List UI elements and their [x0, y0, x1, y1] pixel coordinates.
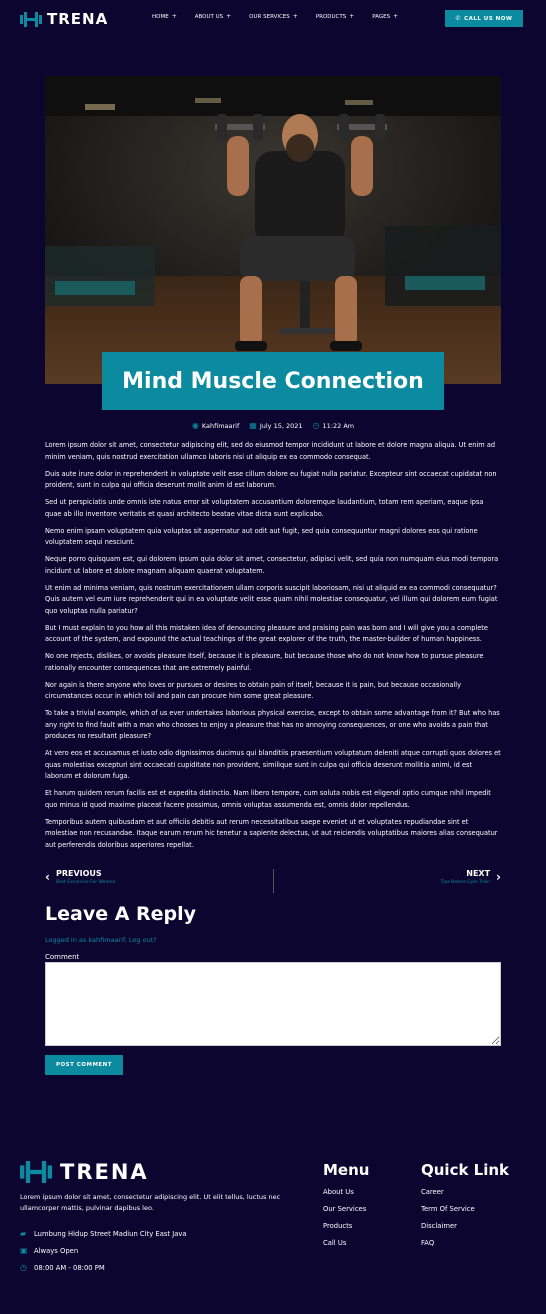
- clock-icon: ◷: [312, 421, 320, 430]
- open-text: Always Open: [34, 1246, 79, 1255]
- footer-link-disclaimer[interactable]: Disclaimer: [421, 1222, 457, 1230]
- previous-label: PREVIOUS: [55, 869, 102, 878]
- next-post-link[interactable]: [441, 869, 501, 885]
- nav-about-label: ABOUT US: [194, 13, 224, 20]
- paragraph: Nor again is there anyone who loves or pursues or desires to obtain pain of itself, because it is pain, but because occasionally circumstances occur in which toil and pain can procure him some great pleasure.: [45, 680, 462, 700]
- plus-icon: +: [226, 13, 232, 20]
- post-title-box: [102, 352, 444, 410]
- post-navigation: [45, 869, 501, 893]
- paragraph: Nemo enim ipsam voluptatem quia voluptas sit aspernatur aut odit aut fugit, sed quia consequuntur magni dolores eos qui ratione voluptatem sequi nesciunt.: [45, 526, 478, 546]
- nav-products[interactable]: [316, 13, 354, 20]
- next-label: NEXT: [466, 869, 491, 878]
- post-author[interactable]: [192, 421, 239, 430]
- paragraph: Lorem ipsum dolor sit amet, consectetur adipiscing elit, sed do eiusmod tempor incididunt ut labore et dolore magna aliqua. Ut enim ad minim veniam, quis nostrud exercitation ullamco laboris nisi ut aliquip ex ea commodo consequat.: [45, 441, 496, 461]
- footer-link-products[interactable]: Products: [323, 1222, 353, 1230]
- footer-link-our-services[interactable]: Our Services: [323, 1205, 367, 1213]
- nav-pages-label: PAGES: [372, 13, 391, 20]
- nav-about-us[interactable]: [195, 13, 231, 20]
- footer-logo[interactable]: [20, 1160, 149, 1184]
- main-nav: [152, 13, 416, 20]
- comment-textarea[interactable]: [45, 962, 501, 1046]
- call-us-button[interactable]: [445, 10, 523, 27]
- dumbbell-logo-icon: [20, 12, 42, 27]
- chevron-left-icon: ‹: [45, 870, 50, 884]
- nav-services-label: OUR SERVICES: [249, 13, 290, 20]
- post-meta: [0, 421, 546, 430]
- post-time: [313, 421, 355, 430]
- footer-open: [20, 1246, 78, 1255]
- address-text: Lumbung Hidup Street Madiun City East Java: [34, 1229, 187, 1238]
- paragraph: Neque porro quisquam est, qui dolorem ipsum quia dolor sit amet, consectetur, adipisci velit, sed quia non numquam eius modi tempora incidunt ut labore et dolore magnam aliquam quaerat voluptatem.: [45, 555, 499, 575]
- footer-quick-title: Quick Link: [421, 1161, 510, 1179]
- paragraph: To take a trivial example, which of us ever undertakes laborious physical exercise, except to obtain some advantage from it? But who has any right to find fault with a man who chooses to enjoy a pleasure that has no annoying consequences, or one who avoids a pain that produces no resultant pleasure?: [45, 709, 500, 740]
- calendar-check-icon: ▣: [20, 1246, 28, 1255]
- nav-pages[interactable]: [372, 13, 398, 20]
- plus-icon: +: [292, 13, 298, 20]
- footer-link-term-of-service[interactable]: Term Of Service: [421, 1205, 475, 1213]
- paragraph: Ut enim ad minima veniam, quis nostrum exercitationem ullam corporis suscipit laboriosam, nisi ut aliquid ex ea commodi consequatur? Quis autem vel eum iure reprehenderit qui in ea voluptate velit esse quam nihil molestiae consequatur, vel illum qui dolorem eum fugiat quo voluptas nulla pariatur?: [45, 583, 498, 615]
- plus-icon: +: [349, 13, 355, 20]
- phone-icon: ✆: [455, 15, 462, 22]
- footer-menu-title: Menu: [323, 1161, 370, 1179]
- map-icon: ▰: [20, 1229, 27, 1238]
- brand-name: TRENA: [47, 10, 109, 28]
- footer-link-about-us[interactable]: About Us: [323, 1188, 354, 1196]
- footer-link-career[interactable]: Career: [421, 1188, 444, 1196]
- site-header: [0, 0, 546, 36]
- hero-image: [45, 76, 501, 384]
- footer-link-faq[interactable]: FAQ: [421, 1239, 435, 1247]
- paragraph: Temporibus autem quibusdam et aut officiis debitis aut rerum necessitatibus saepe eveniet ut et voluptates repudiandae sint et molestiae non recusandae. Itaque earum rerum hic tenetur a sapiente delectus, ut aut reiciendis voluptatibus maiores alias consequatur aut perferendis doloribus asperiores repellat.: [45, 817, 498, 849]
- calendar-icon: ▦: [249, 421, 257, 430]
- nav-our-services[interactable]: [249, 13, 298, 20]
- logo[interactable]: [20, 10, 108, 28]
- paragraph: Et harum quidem rerum facilis est et expedita distinctio. Nam libero tempore, cum soluta nobis est eligendi optio cumque nihil impedit quo minus id quod maxime placeat facere possimus, omnis voluptas assumenda est, omnis dolor repellendus.: [45, 789, 491, 809]
- chevron-right-icon: ›: [496, 870, 501, 884]
- nav-home[interactable]: [152, 13, 177, 20]
- nav-products-label: PRODUCTS: [315, 13, 347, 20]
- dumbbell-logo-icon: [20, 1161, 52, 1183]
- paragraph: Duis aute irure dolor in reprehenderit in voluptate velit esse cillum dolore eu fugiat nulla pariatur. Excepteur sint occaecat cupidatat non proident, sunt in culpa qui officia deserunt mollit anim id est laborum.: [45, 469, 497, 489]
- date-text: July 15, 2021: [259, 421, 303, 430]
- paragraph: Sed ut perspiciatis unde omnis iste natus error sit voluptatem accusantium doloremque laudantium, totam rem aperiam, eaque ipsa quae ab illo inventore veritatis et quasi architecto beatae vitae dicta sunt explicabo.: [45, 498, 484, 518]
- time-text: 11:22 Am: [322, 421, 355, 430]
- post-date[interactable]: [249, 421, 302, 430]
- paragraph: No one rejects, dislikes, or avoids pleasure itself, because it is pleasure, but because those who do not know how to pursue pleasure rationally encounter consequences that are extremely painful.: [45, 652, 484, 672]
- footer-hours: [20, 1263, 105, 1272]
- clock-icon: ◷: [20, 1263, 27, 1272]
- divider: [273, 869, 274, 893]
- plus-icon: +: [171, 13, 177, 20]
- plus-icon: +: [393, 13, 399, 20]
- call-us-label: CALL US NOW: [464, 15, 513, 22]
- author-name: Kahfimaarif: [201, 421, 240, 430]
- footer-brand-name: TRENA: [60, 1160, 149, 1184]
- reply-heading: Leave A Reply: [45, 903, 197, 925]
- footer-description: Lorem ipsum dolor sit amet, consectetur adipiscing elit. Ut elit tellus, luctus nec ullamcorper mattis, pulvinar dapibus leo.: [20, 1193, 281, 1212]
- hours-text: 08:00 AM - 08:00 PM: [34, 1263, 105, 1272]
- previous-title: Best Excercise For Women: [55, 880, 116, 885]
- user-icon: ◉: [191, 421, 199, 430]
- next-title: Tips Before Gym Train: [440, 880, 491, 885]
- post-title: Mind Muscle Connection: [122, 368, 424, 394]
- gym-athlete-image: [45, 76, 501, 384]
- footer-link-call-us[interactable]: Call Us: [323, 1239, 347, 1247]
- previous-post-link[interactable]: [45, 869, 115, 885]
- post-comment-button[interactable]: POST COMMENT: [45, 1055, 123, 1075]
- nav-home-label: HOME: [152, 13, 169, 20]
- logged-in-link[interactable]: Logged in as kahfimaarif. Log out?: [45, 936, 157, 944]
- paragraph: At vero eos et accusamus et iusto odio dignissimos ducimus qui blanditiis praesentium voluptatum deleniti atque corrupti quos dolores et quas molestias excepturi sint occaecati cupiditate non provident, similique sunt in culpa qui officia deserunt mollitia animi, id est laborum et dolorum fuga.: [45, 749, 501, 780]
- comment-label: Comment: [45, 953, 80, 961]
- paragraph: But I must explain to you how all this mistaken idea of denouncing pleasure and praising pain was born and I will give you a complete account of the system, and expound the actual teachings of the great explorer of the truth, the master-builder of human happiness.: [45, 623, 488, 643]
- post-content: [45, 440, 501, 857]
- footer-address: [20, 1229, 187, 1238]
